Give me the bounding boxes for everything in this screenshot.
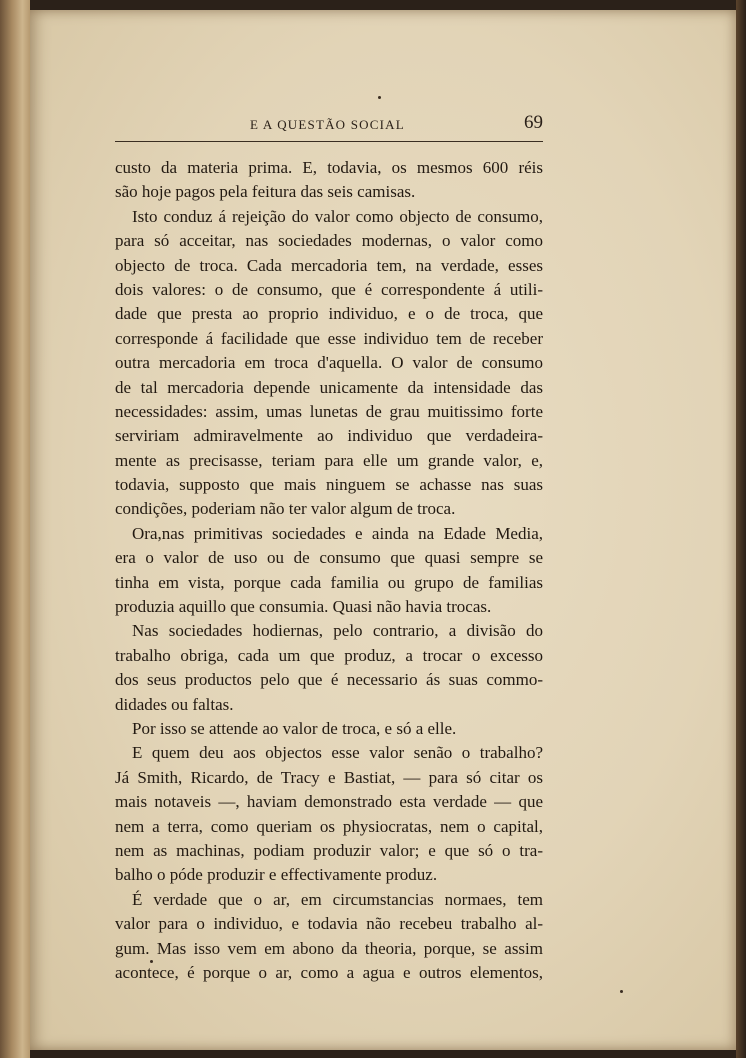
text-line: Já Smith, Ricardo, de Tracy e Bastiat, — para só citar os	[115, 767, 543, 787]
text-line: Ora,nas primitivas sociedades e ainda na Edade Media,	[132, 523, 543, 543]
text-line: Isto conduz á rejeição do valor como objecto de consumo,	[132, 206, 543, 226]
text-line: mente as precisasse, teriam para elle um grande valor, e,	[115, 450, 543, 470]
ink-speck	[378, 96, 381, 99]
text-line: serviriam admiravelmente ao individuo que verdadeira-	[115, 426, 543, 446]
text-line: dos seus productos pelo que é necessario ás suas commo-	[115, 670, 543, 690]
text-line: necessidades: assim, umas lunetas de grau muitissimo forte	[115, 401, 543, 421]
body-text	[115, 156, 543, 985]
text-line: Nas sociedades hodiernas, pelo contrario, a divisão do	[132, 621, 543, 641]
text-line: condições, poderiam não ter valor algum de troca.	[115, 499, 456, 519]
page-number: 69	[524, 112, 543, 133]
text-line: valor para o individuo, e todavia não recebeu trabalho al-	[115, 914, 543, 934]
text-line: Por isso se attende ao valor de troca, e só a elle.	[132, 718, 457, 738]
header-rule	[115, 141, 543, 142]
text-line: tinha em vista, porque cada familia ou grupo de familias	[115, 572, 543, 592]
text-line: para só acceitar, nas sociedades modernas, o valor como	[115, 231, 543, 251]
text-line: outra mercadoria em troca d'aquella. O valor de consumo	[115, 353, 543, 373]
text-line: balho o póde produzir e effectivamente produz.	[115, 865, 438, 885]
text-line: dois valores: o de consumo, que é correspondente á utili-	[115, 279, 543, 299]
text-line: todavia, supposto que mais ninguem se achasse nas suas	[115, 475, 543, 495]
running-head: E A QUESTÃO SOCIAL	[250, 117, 405, 132]
ink-speck	[150, 960, 153, 963]
text-line: didades ou faltas.	[115, 694, 234, 714]
text-line: produzia aquillo que consumia. Quasi não havia trocas.	[115, 597, 492, 617]
ink-speck	[620, 990, 623, 993]
text-line: É verdade que o ar, em circumstancias normaes, tem	[132, 889, 543, 909]
page-header	[115, 112, 543, 142]
text-line: dade que presta ao proprio individuo, e o de troca, que	[115, 304, 543, 324]
text-line: nem a terra, como queriam os physiocratas, nem o capital,	[115, 816, 543, 836]
text-line: nem as machinas, podiam produzir valor; e que só o tra-	[115, 840, 543, 860]
text-line: acontece, é porque o ar, como a agua e outros elementos,	[115, 962, 543, 982]
text-line: era o valor de uso ou de consumo que quasi sempre se	[115, 548, 543, 568]
text-line: são hoje pagos pela feitura das seis camisas.	[115, 182, 416, 202]
text-line: trabalho obriga, cada um que produz, a trocar o excesso	[115, 645, 543, 665]
book-spine	[0, 0, 30, 1058]
text-line: corresponde á facilidade que esse individuo tem de receber	[115, 328, 543, 348]
text-line: custo da materia prima. E, todavia, os mesmos 600 réis	[115, 158, 543, 177]
text-line: de tal mercadoria depende unicamente da intensidade das	[115, 377, 543, 397]
text-line: gum. Mas isso vem em abono da theoria, porque, se assim	[115, 938, 543, 958]
text-line: objecto de troca. Cada mercadoria tem, na verdade, esses	[115, 255, 543, 275]
text-line: E quem deu aos objectos esse valor senão o trabalho?	[132, 743, 543, 763]
page-edge-shadow	[736, 0, 746, 1058]
text-line: mais notaveis —, haviam demonstrado esta verdade — que	[115, 792, 543, 812]
